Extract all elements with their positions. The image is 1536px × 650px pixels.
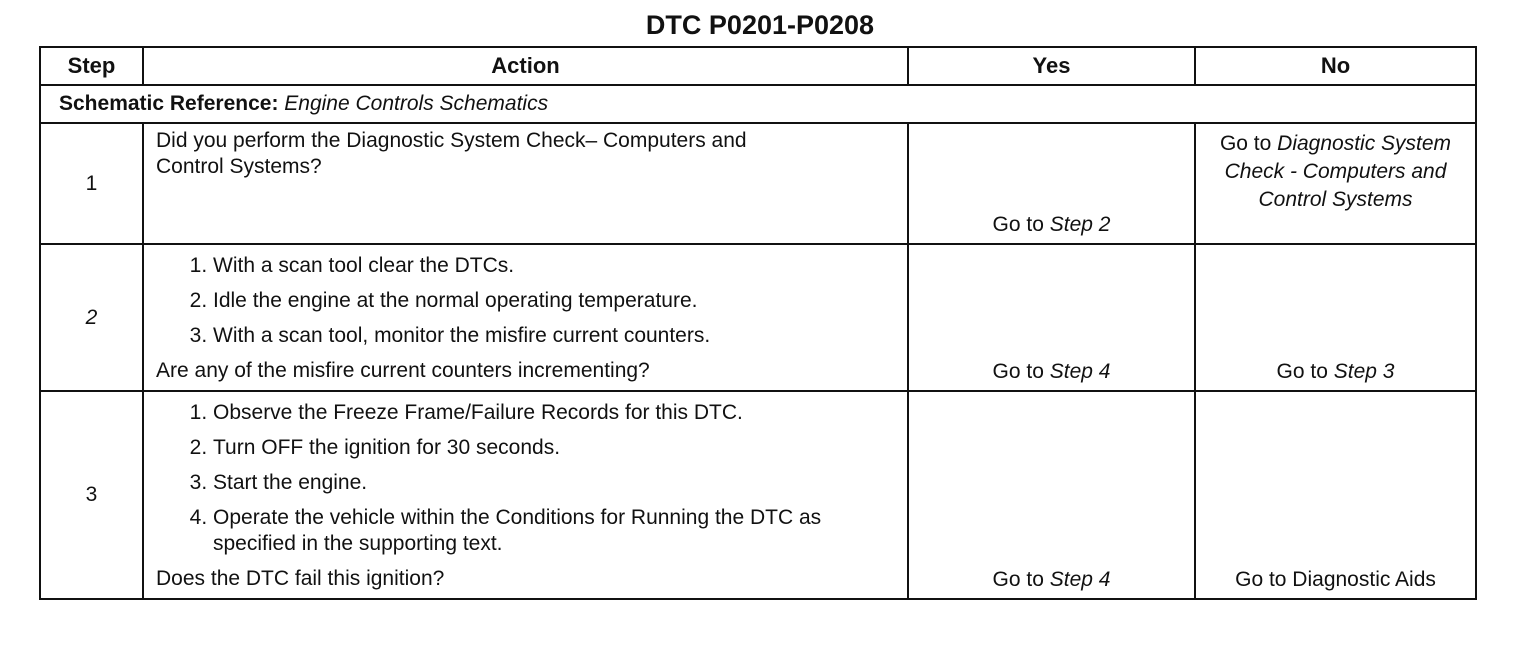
no-prefix: Go to [1276,360,1328,383]
header-step: Step [40,47,143,85]
action-item: 1. Observe the Freeze Frame/Failure Records for this DTC. [213,400,895,435]
header-row [40,47,1476,85]
yes-prefix: Go to [992,568,1044,591]
action-item: 4. Operate the vehicle within the Conditions for Running the DTC as specified in the supporting text. [213,505,895,566]
no-diagnostic-check-link[interactable]: Diagnostic System Check - Computers and Control Systems [1224,132,1452,211]
action-item: 3. Start the engine. [213,470,895,505]
no-diagnostic-aids-link[interactable]: Go to Diagnostic Aids [1195,391,1476,599]
yes-step-link[interactable]: Step 2 [1049,213,1111,236]
no-cell [1195,244,1476,391]
no-cell [1195,123,1476,244]
step-number: 1 [40,123,143,244]
diagnostic-table [39,46,1477,600]
yes-step-link[interactable]: Step 4 [1049,568,1111,591]
action-item: 1. With a scan tool clear the DTCs. [213,253,895,288]
yes-prefix: Go to [992,360,1044,383]
step-question: Did you perform the Diagnostic System Check– Computers and Control Systems? [156,129,747,178]
action-list [156,253,895,358]
action-cell [143,123,908,244]
header-yes: Yes [908,47,1195,85]
table-row [40,123,1476,244]
action-cell [143,244,908,391]
no-step-link[interactable]: Step 3 [1333,360,1395,383]
page-title: DTC P0201-P0208 [645,10,875,40]
table-row [40,244,1476,391]
yes-prefix: Go to [992,213,1044,236]
step-number: 3 [40,391,143,599]
header-no: No [1195,47,1476,85]
yes-step-link[interactable]: Step 4 [1049,360,1111,383]
schematic-reference-value: Engine Controls Schematics [284,92,549,115]
no-prefix: Go to [1219,132,1272,155]
schematic-reference-label: Schematic Reference: [59,92,279,115]
yes-cell [908,391,1195,599]
action-item: 2. Turn OFF the ignition for 30 seconds. [213,435,895,470]
schematic-reference [40,85,1476,123]
schematic-reference-row [40,85,1476,123]
action-cell [143,391,908,599]
action-list [156,400,895,566]
yes-cell [908,244,1195,391]
action-item: 3. With a scan tool, monitor the misfire current counters. [213,323,895,358]
step-question: Does the DTC fail this ignition? [156,567,445,590]
step-number: 2 [40,244,143,391]
step-question: Are any of the misfire current counters incrementing? [156,359,650,382]
action-item: 2. Idle the engine at the normal operating temperature. [213,288,895,323]
header-action: Action [143,47,908,85]
yes-cell [908,123,1195,244]
table-row [40,391,1476,599]
